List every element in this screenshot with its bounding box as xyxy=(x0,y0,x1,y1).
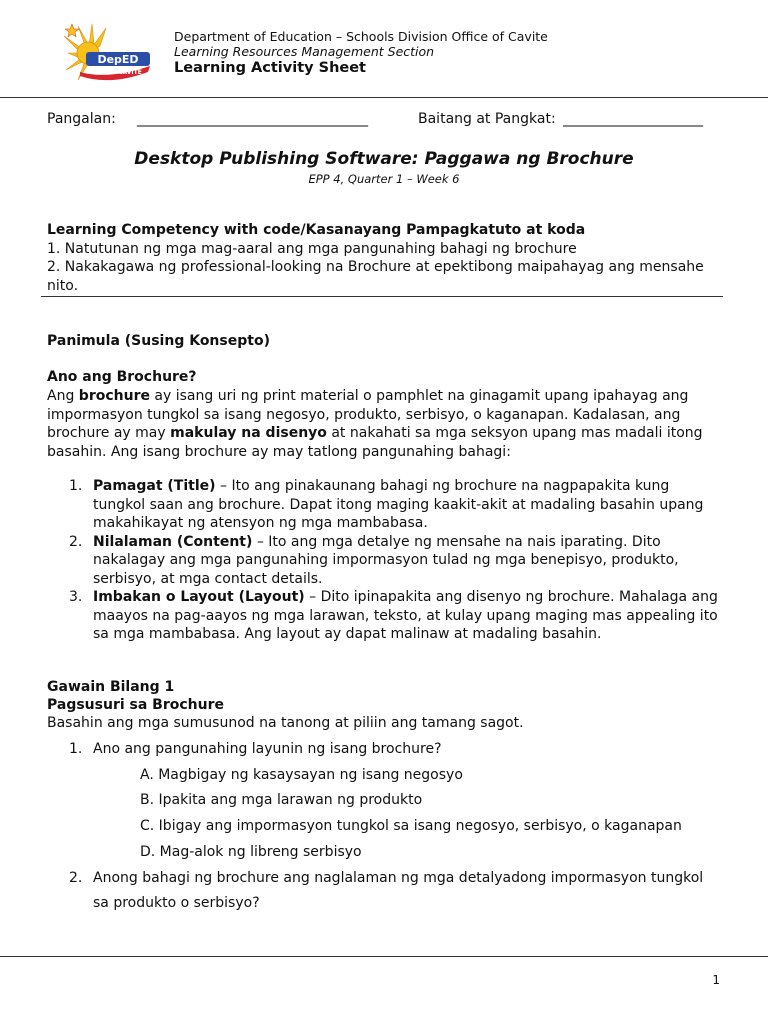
document-header xyxy=(0,0,768,98)
page-number: 1 xyxy=(712,973,720,987)
list-number: 1. xyxy=(69,478,83,494)
competency-block xyxy=(47,221,727,295)
part-text: – Dito ipinapakita ang disenyo ng brochure. Mahalaga ang maayos na pag-aayos ng mga larawan, teksto, at kulay upang maging mas appealing ito sa mga mambabasa. Ang layout ay dapat malinaw at madaling basahin. xyxy=(93,589,718,642)
answer-choice-b[interactable]: B. Ipakita ang mga larawan ng produkto xyxy=(140,792,423,809)
answer-choice-a[interactable]: A. Magbigay ng kasaysayan ng isang negosyo xyxy=(140,766,463,783)
footer-divider xyxy=(0,956,768,957)
part-title: Pamagat (Title) xyxy=(93,478,216,494)
activity-heading: Gawain Bilang 1 xyxy=(47,679,175,695)
lesson-subtitle: EPP 4, Quarter 1 – Week 6 xyxy=(308,172,460,186)
list-item xyxy=(47,588,723,644)
competency-divider xyxy=(41,296,723,297)
intro-paragraph xyxy=(47,387,723,461)
part-title: Nilalaman (Content) xyxy=(93,533,253,550)
name-field[interactable]: _________________________________ xyxy=(137,111,368,127)
part-text: – Ito ang pinakaunang bahagi ng brochure na nagpapakita kung tungkol saan ang brochure. Dapat itong maging kaakit-akit at madaling basahin upang makahikayat ng atensyon ng mga mambabasa. xyxy=(93,478,704,531)
logo-text: DepED xyxy=(97,53,139,66)
header-divider xyxy=(0,97,768,98)
brochure-parts-list xyxy=(47,477,723,644)
question-list xyxy=(47,737,723,917)
intro-term-design: makulay na disenyo xyxy=(170,425,327,441)
competency-item: 2. Nakakagawa ng professional-looking na Brochure at epektibong maipahayag ang mensahe nito. xyxy=(47,259,704,294)
grade-section-label: Baitang at Pangkat: xyxy=(418,111,556,127)
intro-text: Ang xyxy=(47,388,79,404)
list-item xyxy=(47,533,723,589)
activity-instruction: Basahin ang mga sumusunod na tanong at piliin ang tamang sagot. xyxy=(47,715,524,731)
grade-section-field[interactable]: ____________________ xyxy=(563,111,703,127)
question-text: Anong bahagi ng brochure ang naglalaman ng mga detalyadong impormasyon tungkol sa produkto o serbisyo? xyxy=(93,869,704,912)
brochure-subheading: Ano ang Brochure? xyxy=(47,369,197,385)
question-number: 1. xyxy=(69,741,83,757)
list-number: 2. xyxy=(69,533,83,550)
answer-choice-d[interactable]: D. Mag-alok ng libreng serbisyo xyxy=(140,843,362,860)
list-item xyxy=(47,477,723,533)
intro-term-brochure: brochure xyxy=(78,388,150,404)
header-text-block xyxy=(174,29,548,77)
activity-subheading: Pagsusuri sa Brochure xyxy=(47,697,225,713)
competency-heading: Learning Competency with code/Kasanayang Pampagkatuto at koda xyxy=(47,222,586,238)
department-line: Department of Education – Schools Division Office of Cavite xyxy=(174,29,548,44)
answer-choice-c[interactable]: C. Ibigay ang impormasyon tungkol sa isang negosyo, serbisyo, o kaganapan xyxy=(140,818,682,835)
sheet-title: Learning Activity Sheet xyxy=(174,60,366,76)
part-title: Imbakan o Layout (Layout) xyxy=(93,589,305,605)
question-text: Ano ang pangunahing layunin ng isang brochure? xyxy=(93,741,442,757)
part-text: – Ito ang mga detalye ng mensahe na nais iparating. Dito nakalagay ang mga pangunahing impormasyon tulad ng mga benepisyo, produkto, serbisyo, at mga contact details. xyxy=(93,533,679,587)
competency-item: 1. Natutunan ng mga mag-aaral ang mga pangunahing bahagi ng brochure xyxy=(47,240,577,257)
intro-text: ay isang uri ng print material o pamphlet na ginagamit upang ipahayag ang impormasyon tungkol sa isang negosyo, produkto, serbisyo, o kaganapan. Kadalasan, ang brochure ay may xyxy=(47,388,689,441)
section-line: Learning Resources Management Section xyxy=(174,44,435,59)
question-number: 2. xyxy=(69,869,83,886)
question xyxy=(47,737,723,763)
deped-logo xyxy=(58,22,158,84)
list-number: 3. xyxy=(69,589,83,605)
lesson-title: Desktop Publishing Software: Paggawa ng Brochure xyxy=(134,149,634,169)
intro-text: at nakahati sa mga seksyon upang mas madali itong basahin. Ang isang brochure ay may tatlong pangunahing bahagi: xyxy=(47,425,703,460)
question xyxy=(47,866,723,917)
name-label: Pangalan: xyxy=(47,111,116,127)
logo-subtext: CAVITE xyxy=(118,69,142,76)
intro-heading: Panimula (Susing Konsepto) xyxy=(47,333,270,349)
